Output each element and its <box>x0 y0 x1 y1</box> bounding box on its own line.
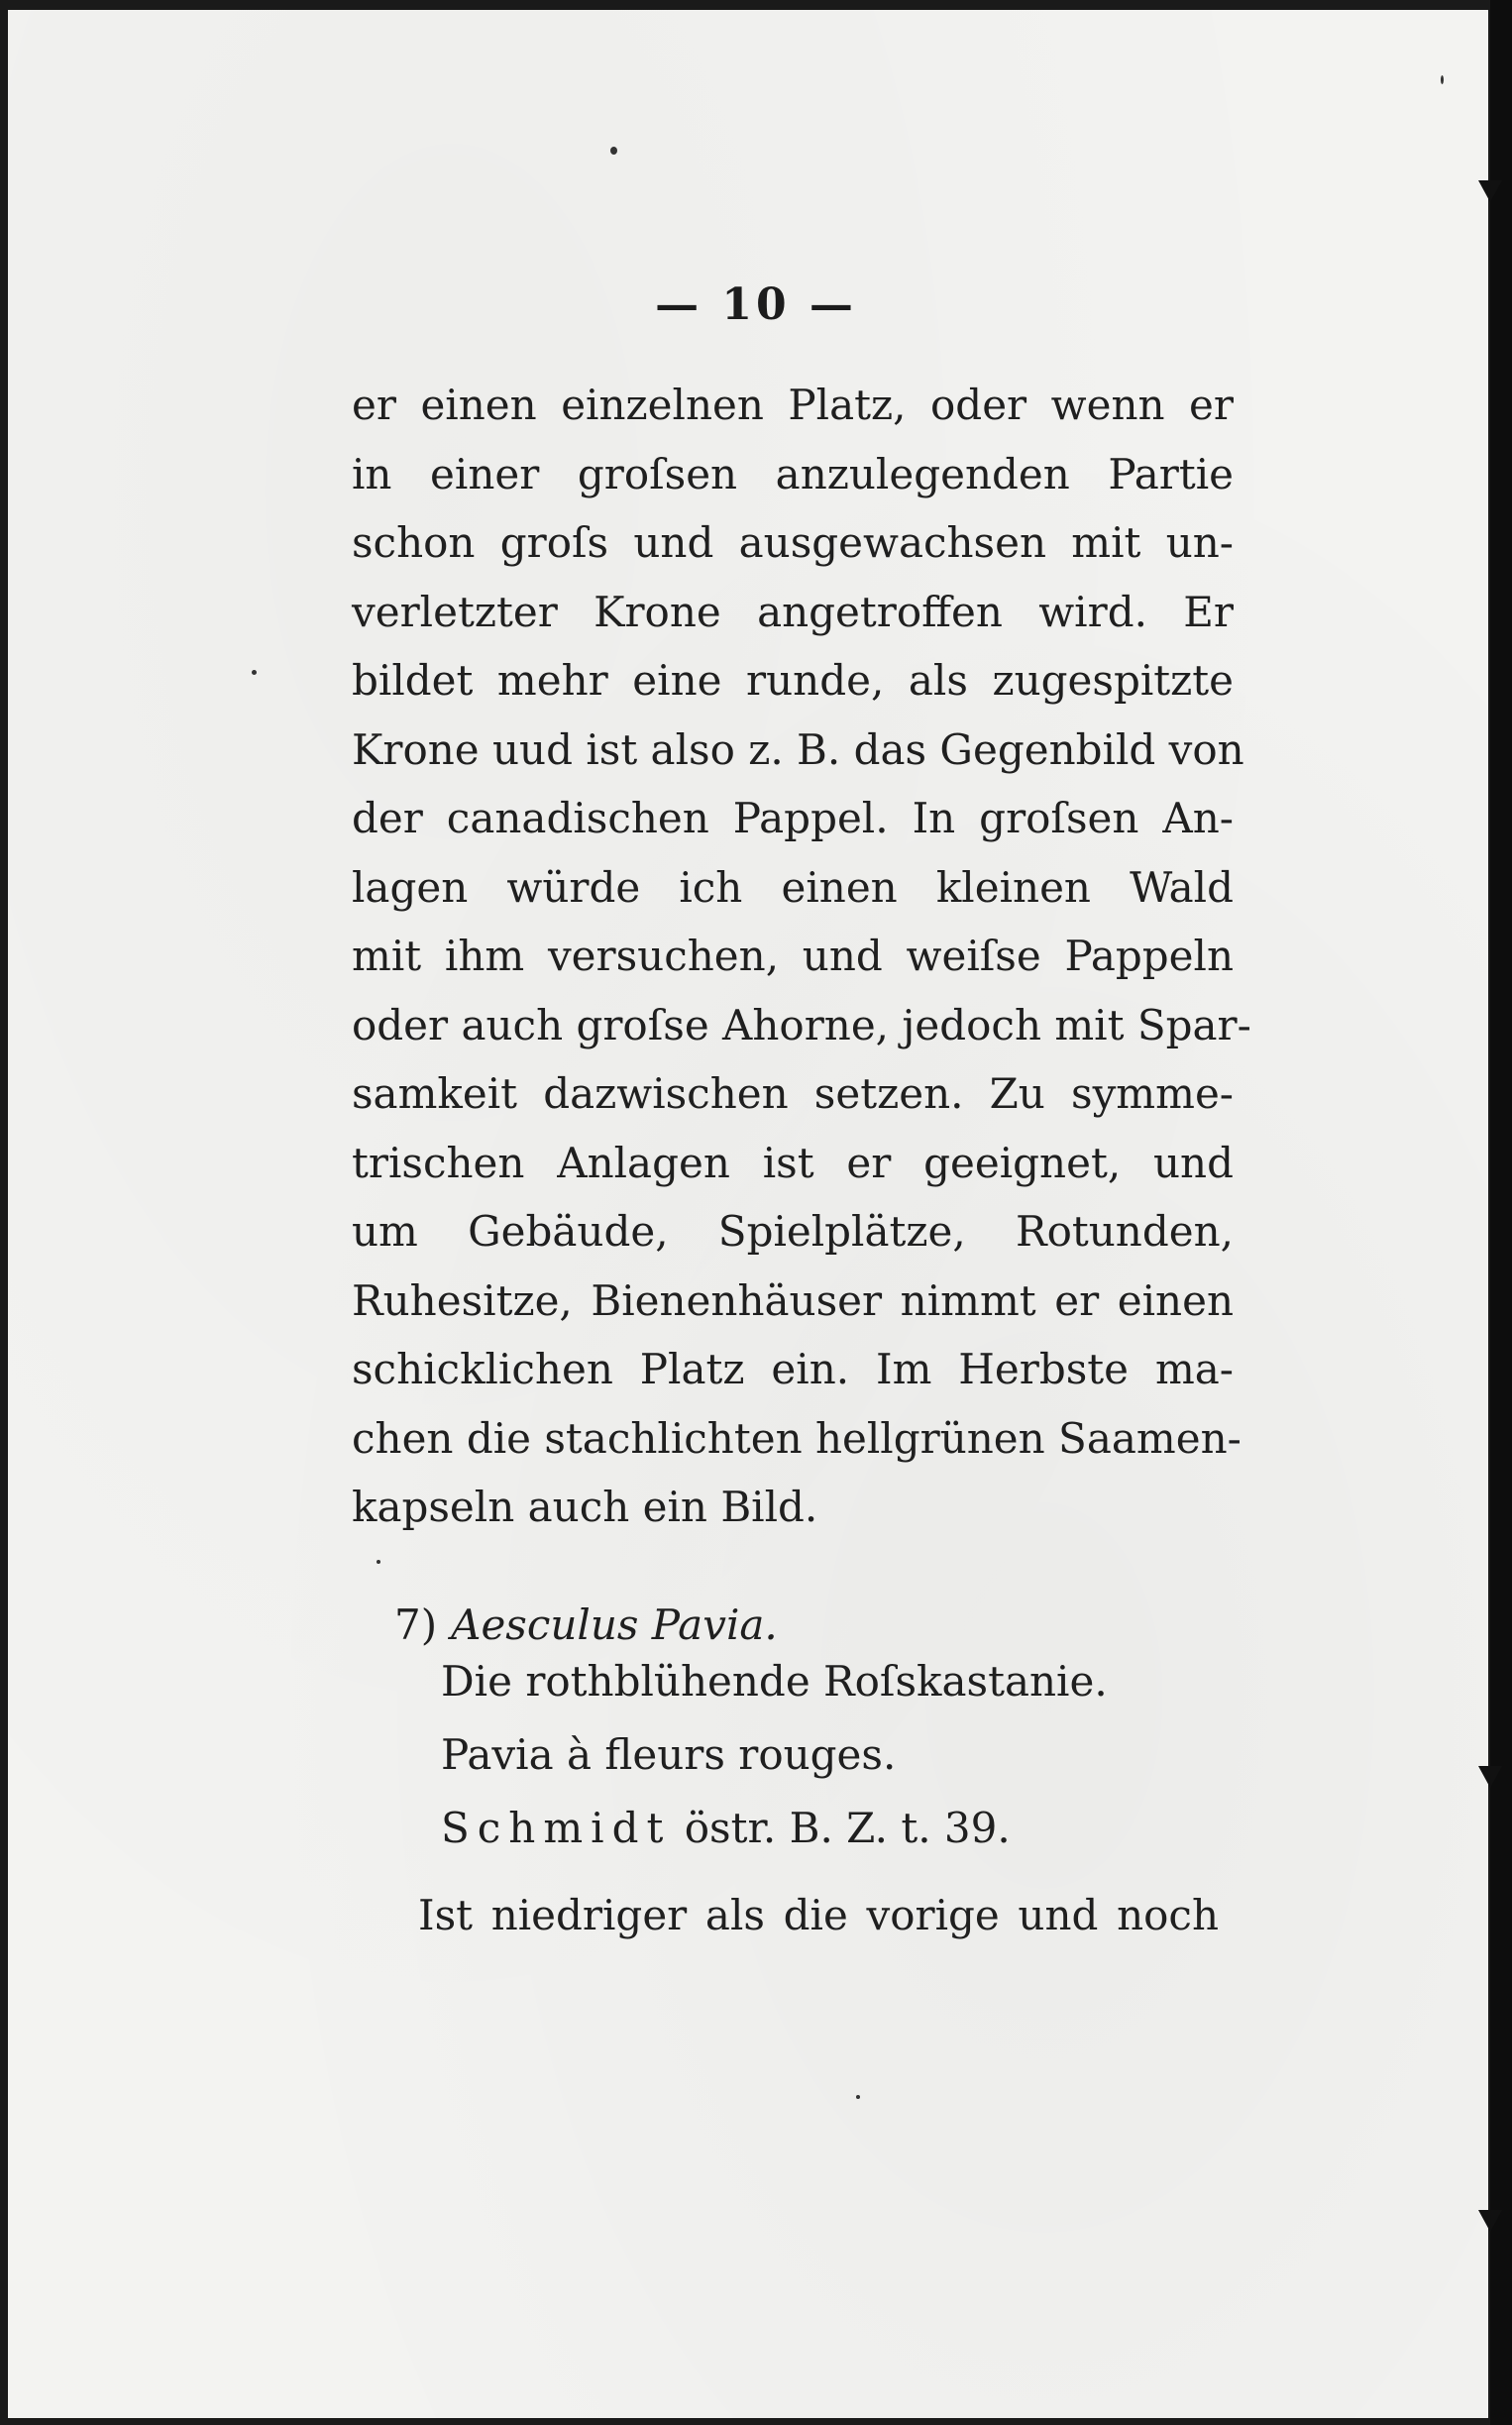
species-french-name: Pavia à fleurs rouges. <box>441 1730 897 1779</box>
print-speck <box>1441 75 1444 84</box>
reference-author: Schmidt <box>441 1804 672 1852</box>
text-line: um Gebäude, Spielplätze, Rotunden, <box>352 1207 1234 1256</box>
species-number: 7) <box>394 1600 438 1649</box>
species-german-name: Die rothblühende Roſskastanie. <box>441 1657 1108 1706</box>
page-number: — 10 — <box>655 279 857 330</box>
print-speck <box>610 147 617 155</box>
print-speck <box>377 1560 380 1564</box>
text-line: Krone uud ist also z. B. das Gegenbild von <box>352 724 1244 774</box>
body-paragraph <box>352 371 1251 1542</box>
text-line: Ruhesitze, Bienenhäuser nimmt er einen <box>352 1275 1234 1325</box>
text-line: samkeit dazwischen setzen. Zu symme- <box>352 1069 1234 1118</box>
text-line: lagen würde ich einen kleinen Wald <box>352 862 1234 912</box>
edge-marker <box>1478 2210 1502 2232</box>
print-speck <box>252 670 257 675</box>
text-line: chen die stachlichten hellgrünen Saamen- <box>352 1413 1242 1463</box>
text-line: kapseln auch ein Bild. <box>352 1483 818 1531</box>
edge-marker <box>1478 1766 1502 1788</box>
text-line: verletzter Krone angetroffen wird. Er <box>352 587 1234 636</box>
species-reference <box>441 1804 1011 1852</box>
text-line: mit ihm versuchen, und weiſse Pappeln <box>352 932 1234 980</box>
text-line: oder auch groſse Ahorne, jedoch mit Spar- <box>352 1000 1251 1049</box>
scan-edge <box>1490 0 1512 2425</box>
text-line: schon groſs und ausgewachsen mit un- <box>352 518 1234 567</box>
text-line: er einen einzelnen Platz, oder wenn er <box>352 381 1234 429</box>
text-line: der canadischen Pappel. In groſsen An- <box>352 794 1234 842</box>
edge-marker <box>1478 180 1502 202</box>
species-heading <box>394 1594 778 1657</box>
closing-line: Ist niedriger als die vorige und noch <box>418 1891 1219 1939</box>
text-line: bildet mehr eine runde, als zugespitzte <box>352 656 1234 705</box>
reference-citation: östr. B. Z. t. 39. <box>684 1804 1011 1852</box>
text-line: schicklichen Platz ein. Im Herbste ma- <box>352 1345 1234 1393</box>
print-speck <box>856 2095 860 2099</box>
species-latin-name: Aesculus Pavia. <box>451 1600 778 1649</box>
text-line: in einer groſsen anzulegenden Partie <box>352 449 1234 498</box>
text-line: trischen Anlagen ist er geeignet, und <box>352 1138 1234 1187</box>
